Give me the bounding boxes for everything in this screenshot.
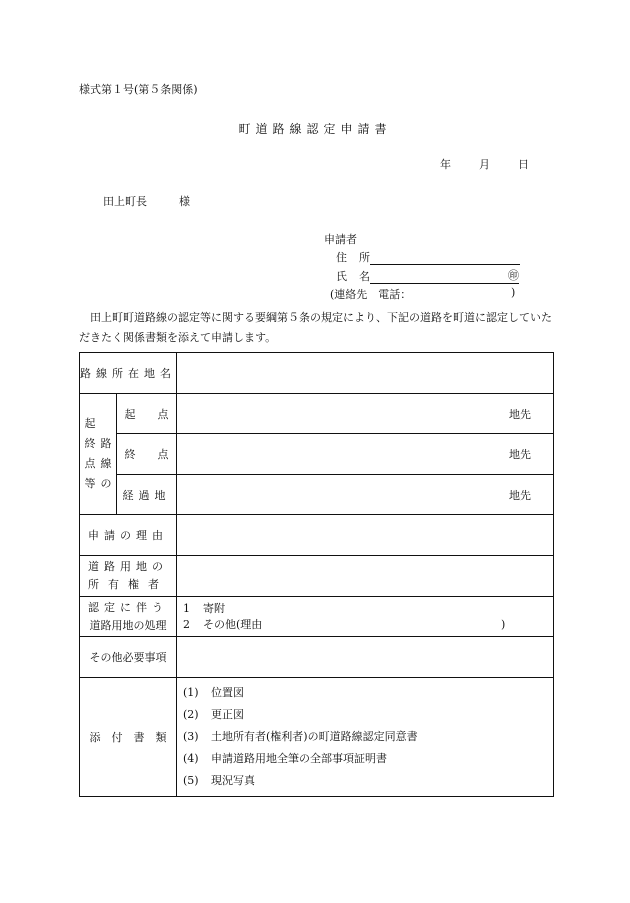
end-chisaki: 地先 [509,448,531,461]
start-point-field[interactable] [177,394,554,434]
document-title: 町道路線認定申請書 [238,122,392,136]
applicant-heading: 申請者 [324,233,357,246]
attachment-item: (1) 位置図 [183,686,244,699]
row-end [80,434,554,475]
route-group-label: 起 終 点 等路 線 の [80,394,117,515]
contact-close-paren: ) [511,286,516,299]
disposal-options [177,597,554,637]
reason-label: 申請の理由 [80,515,177,556]
row-via [80,475,554,515]
attachments-list [177,678,554,797]
row-owner [80,556,554,597]
end-point-label: 終 点 [117,434,177,475]
start-point-label: 起 点 [117,394,177,434]
other-field[interactable] [177,637,554,678]
addressee [103,193,190,209]
attachment-item: (3) 土地所有者(権利者)の町道路線認定同意書 [183,730,418,743]
addressee-honorific: 様 [179,195,190,208]
disposal-option-2[interactable]: 2 その他(理由 ) [183,617,506,631]
attachment-item: (4) 申請道路用地全筆の全部事項証明書 [183,752,387,765]
attachments-label: 添 付 書 類 [80,678,177,797]
applicant-name-row [336,267,519,284]
location-label: 路線所在地名 [80,353,177,394]
start-chisaki: 地先 [509,407,531,421]
date-line [440,156,529,172]
addressee-name: 田上町長 [103,195,147,208]
other-label: その他必要事項 [80,637,177,678]
disposal-option-1[interactable]: 1 寄附 [183,601,225,615]
request-paragraph: 田上町町道路線の認定等に関する要綱第５条の規定により、下記の道路を町道に認定していただきたく関係書類を添えて申請します。 [79,311,552,344]
location-field[interactable] [177,353,554,394]
via-chisaki: 地先 [509,488,531,502]
owner-field[interactable] [177,556,554,597]
owner-label: 道路用地の 所有権者 [80,556,177,597]
row-disposal [80,597,554,637]
row-reason [80,515,554,556]
contact-label: (連絡先 電話： [330,288,412,301]
date-month: 月 [479,158,490,171]
name-label: 氏 名 [336,270,370,283]
applicant-address-row [336,249,520,265]
via-label: 経過地 [117,475,177,515]
via-field[interactable] [177,475,554,515]
row-other [80,637,554,678]
attachment-item: (2) 更正図 [183,708,244,721]
row-start [80,394,554,434]
row-attachments [80,678,554,797]
date-day: 日 [518,158,529,171]
name-field[interactable] [370,270,508,284]
form-number-label: 様式第１号(第５条関係) [79,83,198,96]
disposal-close-paren: ) [501,617,506,631]
seal-mark: ㊞ [508,269,519,282]
attachment-item: (5) 現況写真 [183,774,255,787]
row-location [80,353,554,394]
reason-field[interactable] [177,515,554,556]
disposal-label: 認定に伴う 道路用地の処理 [80,597,177,637]
end-point-field[interactable] [177,434,554,475]
address-field[interactable] [370,251,520,265]
address-label: 住 所 [336,251,370,264]
date-year: 年 [440,158,451,171]
contact-row [330,286,516,302]
application-table [79,352,554,797]
